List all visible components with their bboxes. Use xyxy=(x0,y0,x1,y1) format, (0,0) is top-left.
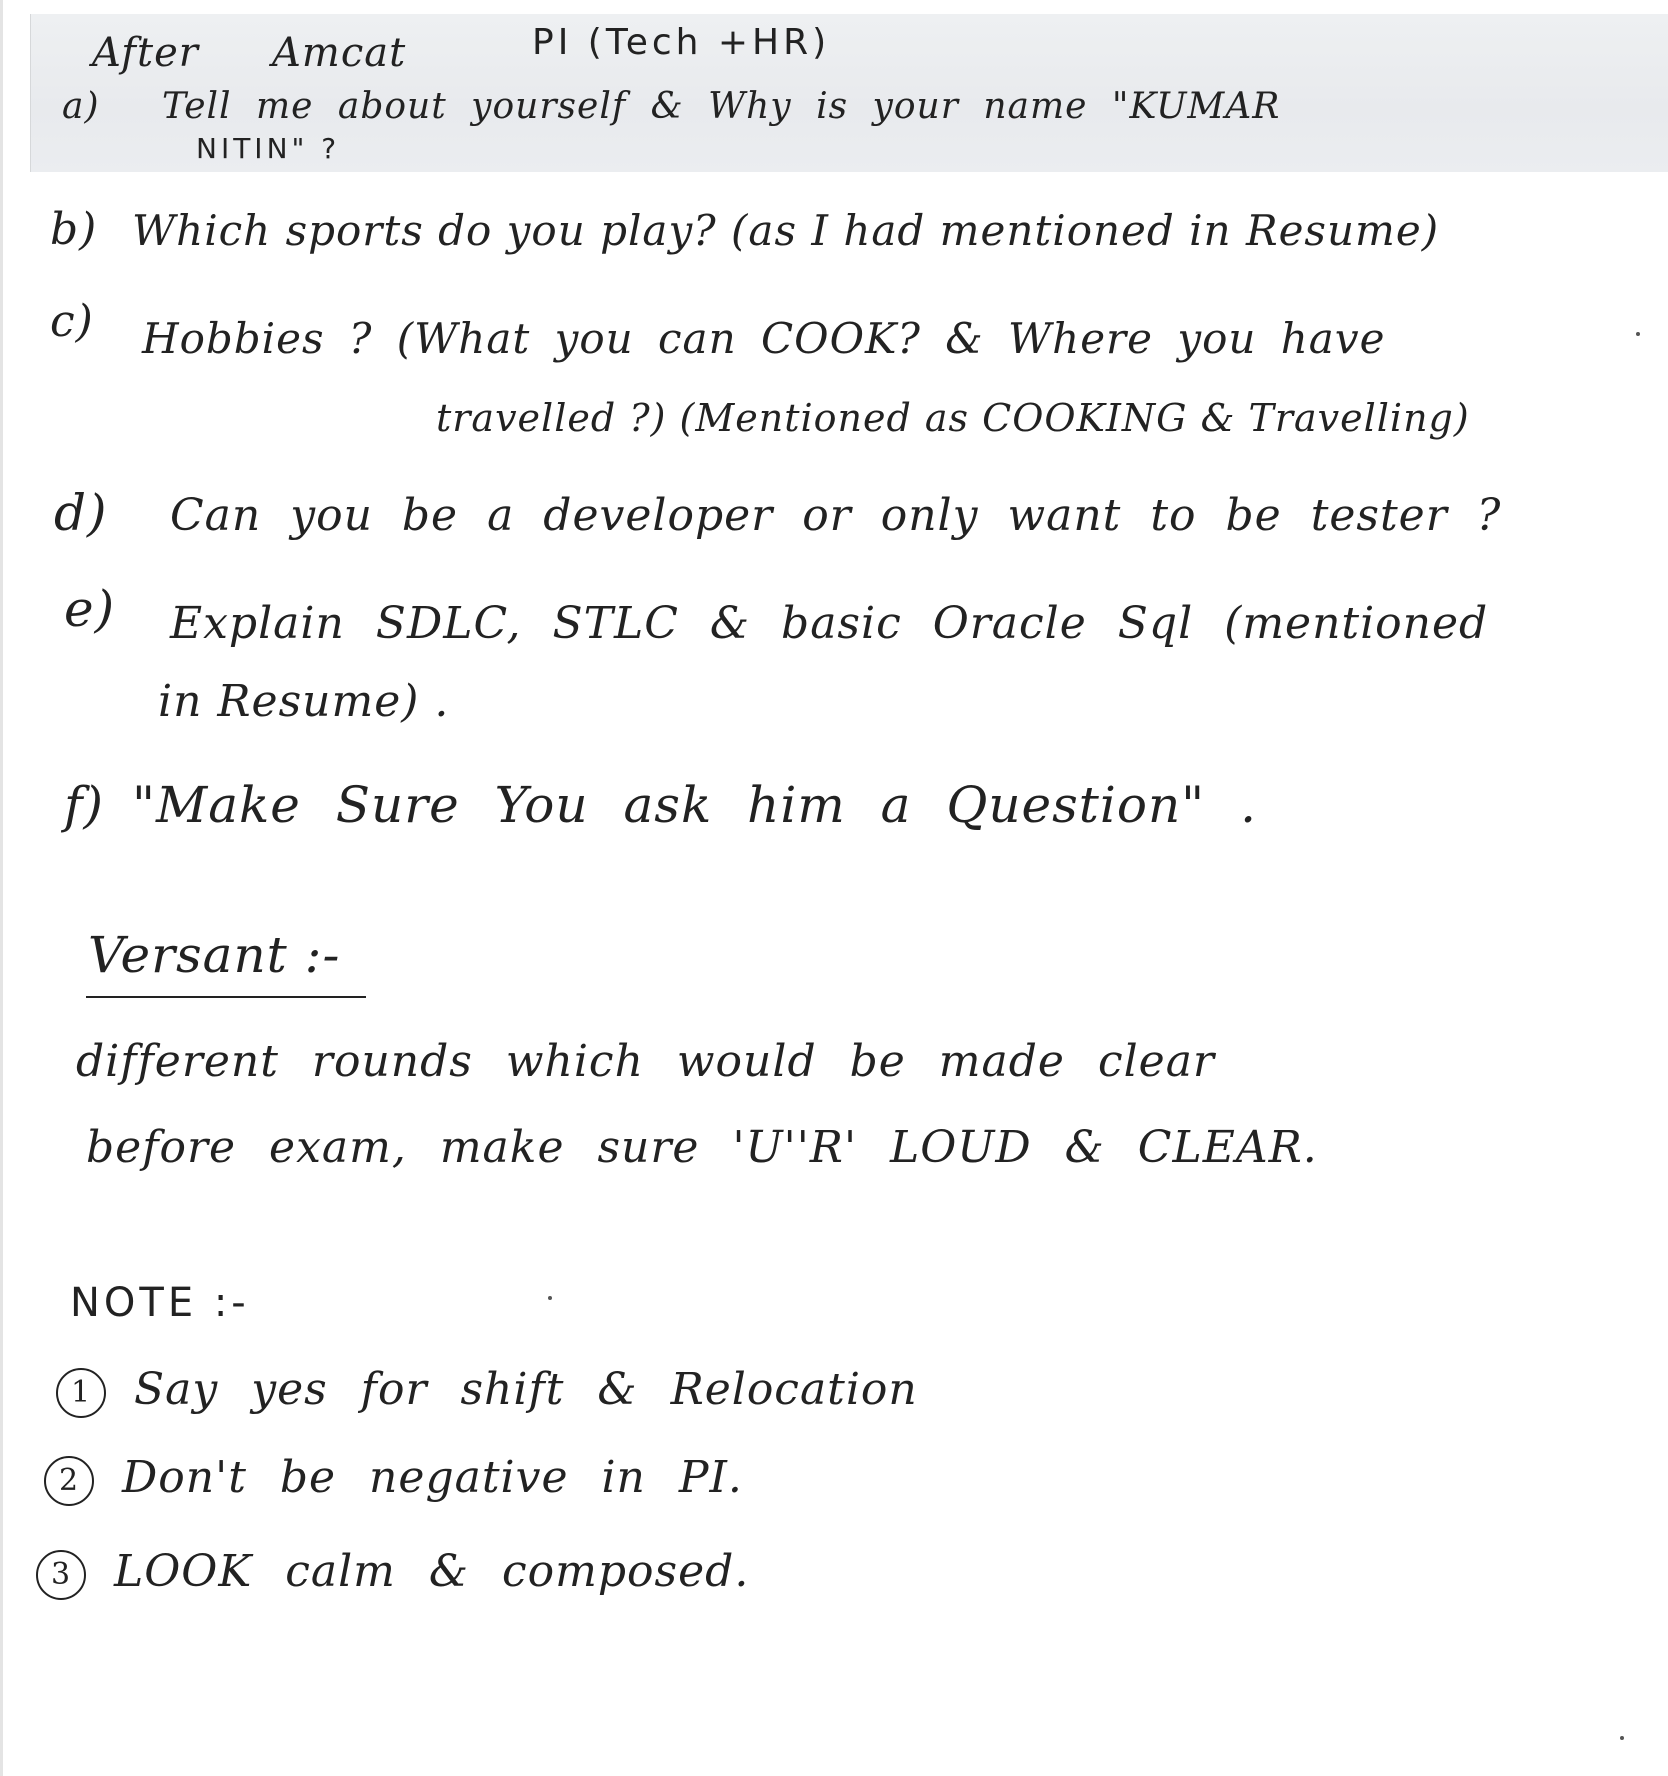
note-text-3: LOOK calm & composed. xyxy=(114,1546,750,1597)
note-item-1 xyxy=(56,1364,918,1418)
scan-speck xyxy=(548,1296,552,1300)
header-amcat: Amcat xyxy=(272,30,407,76)
versant-line-1: different rounds which would be made clear xyxy=(76,1036,1215,1087)
versant-heading: Versant :- xyxy=(88,926,341,984)
question-a-label: a) xyxy=(62,86,100,127)
question-e-text: Explain SDLC, STLC & basic Oracle Sql (mentioned xyxy=(170,598,1489,649)
question-f-label: f) xyxy=(64,776,105,834)
note-number-2: 2 xyxy=(44,1456,94,1506)
note-number-3: 3 xyxy=(36,1550,86,1600)
note-text-2: Don't be negative in PI. xyxy=(122,1452,743,1503)
question-a-text: Tell me about yourself & Why is your name "KUMAR xyxy=(162,86,1281,127)
page-edge xyxy=(0,0,3,1776)
note-text-1: Say yes for shift & Relocation xyxy=(134,1364,918,1415)
note-item-2 xyxy=(44,1452,743,1506)
question-c-text: Hobbies ? (What you can COOK? & Where you have xyxy=(142,314,1386,363)
question-d-text: Can you be a developer or only want to be tester ? xyxy=(170,490,1502,541)
question-a-continued: NITIN" ? xyxy=(196,132,341,165)
note-number-1: 1 xyxy=(56,1368,106,1418)
scan-speck xyxy=(1620,1736,1624,1740)
question-f-text: "Make Sure You ask him a Question" . xyxy=(132,776,1257,834)
question-e-label: e) xyxy=(64,580,116,638)
note-item-3 xyxy=(36,1546,749,1600)
question-b-label: b) xyxy=(50,204,98,255)
versant-line-2: before exam, make sure 'U''R' LOUD & CLEAR. xyxy=(86,1122,1318,1173)
question-e-continued: in Resume) . xyxy=(158,676,450,727)
scan-speck xyxy=(1636,332,1640,336)
header-pi: PI (Tech +HR) xyxy=(532,22,831,63)
header-after: After xyxy=(92,30,199,76)
question-c-label: c) xyxy=(50,296,94,347)
question-d-label: d) xyxy=(54,484,108,542)
question-c-continued: travelled ?) (Mentioned as COOKING & Travelling) xyxy=(436,396,1470,440)
versant-underline xyxy=(86,996,366,998)
question-b-text: Which sports do you play? (as I had mentioned in Resume) xyxy=(132,206,1440,255)
note-heading: NOTE :- xyxy=(70,1280,250,1326)
